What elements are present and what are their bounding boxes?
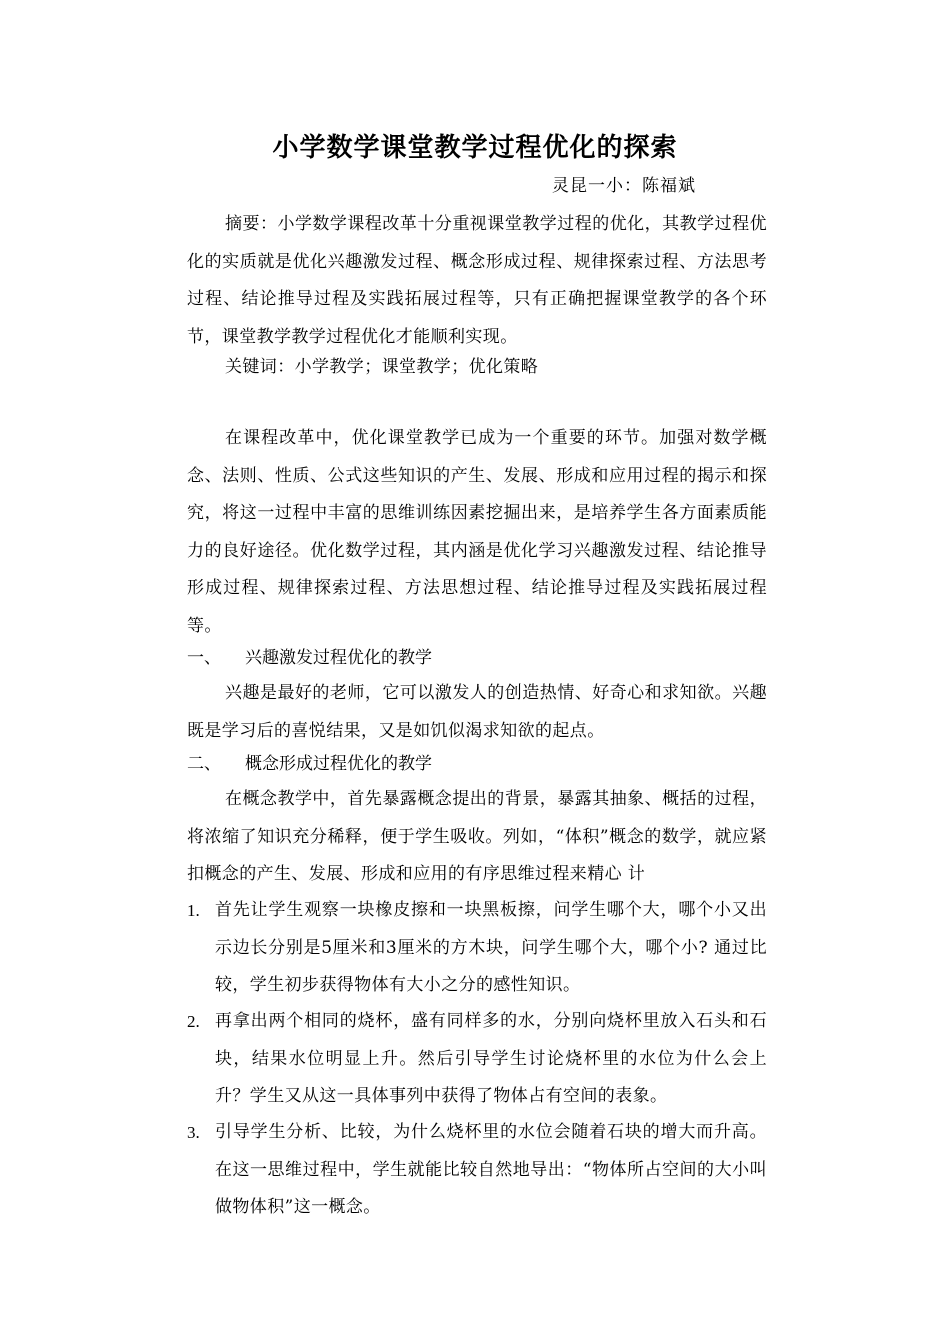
section-title-1: 兴趣激发过程优化的教学 xyxy=(245,648,432,668)
list-item xyxy=(187,1114,767,1227)
list-item-number: 2. xyxy=(187,1012,200,1031)
document-title: 小学数学课堂教学过程优化的探索 xyxy=(272,133,678,163)
section-title-2: 概念形成过程优化的教学 xyxy=(245,754,432,774)
section-heading-2 xyxy=(187,747,767,782)
list-item-text: 引导学生分析、比较，为什么烧杯里的水位会随着石块的增大而升高。在这一思维过程中，学生就能比较自然地导出：“物体所占空间的大小叫做物体积”这一概念。 xyxy=(215,1122,767,1217)
section-number-2: 二、 xyxy=(187,754,221,774)
keywords-line: 关键词：小学教学；课堂教学；优化策略 xyxy=(225,357,539,377)
list-item xyxy=(187,1003,767,1116)
section-1-paragraph: 兴趣是最好的老师，它可以激发人的创造热情、好奇心和求知欲。兴趣既是学习后的喜悦结果，又是如饥似渴求知欲的起点。 xyxy=(187,683,767,741)
author-line: 灵昆一小：陈福斌 xyxy=(552,176,696,196)
section-number-1: 一、 xyxy=(187,648,221,668)
intro-paragraph: 在课程改革中，优化课堂教学已成为一个重要的环节。加强对数学概念、法则、性质、公式这些知识的产生、发展、形成和应用过程的揭示和探究，将这一过程中丰富的思维训练因素挖掘出来，是培养学生各方面素质能力的良好途径。优化数学过程，其内涵是优化学习兴趣激发过程、结论推导形成过程、规律探索过程、方法思想过程、结论推导过程及实践拓展过程等。 xyxy=(187,428,767,636)
list-item-number: 3. xyxy=(187,1123,200,1142)
list-item-text: 再拿出两个相同的烧杯，盛有同样多的水，分别向烧杯里放入石头和石块，结果水位明显上升。然后引导学生讨论烧杯里的水位为什么会上升？学生又从这一具体事列中获得了物体占有空间的表象。 xyxy=(215,1011,767,1106)
section-heading-1 xyxy=(187,641,767,676)
abstract-paragraph: 摘要：小学数学课程改革十分重视课堂教学过程的优化，其教学过程优化的实质就是优化兴趣激发过程、概念形成过程、规律探索过程、方法思考过程、结论推导过程及实践拓展过程等，只有正确把握课堂教学的各个环节，课堂教学教学过程优化才能顺利实现。 xyxy=(187,214,767,347)
list-item-number: 1. xyxy=(187,901,200,920)
list-item-text: 首先让学生观察一块橡皮擦和一块黑板擦，问学生哪个大，哪个小又出示边长分别是5厘米和3厘米的方木块，问学生哪个大，哪个小? 通过比较，学生初步获得物体有大小之分的感性知识。 xyxy=(215,900,767,995)
section-2-paragraph: 在概念教学中，首先暴露概念提出的背景，暴露其抽象、概括的过程，将浓缩了知识充分稀释，便于学生吸收。列如，“体积”概念的数学，就应紧扣概念的产生、发展、形成和应用的有序思维过程来精心 计 xyxy=(187,789,767,884)
list-item xyxy=(187,892,767,1005)
